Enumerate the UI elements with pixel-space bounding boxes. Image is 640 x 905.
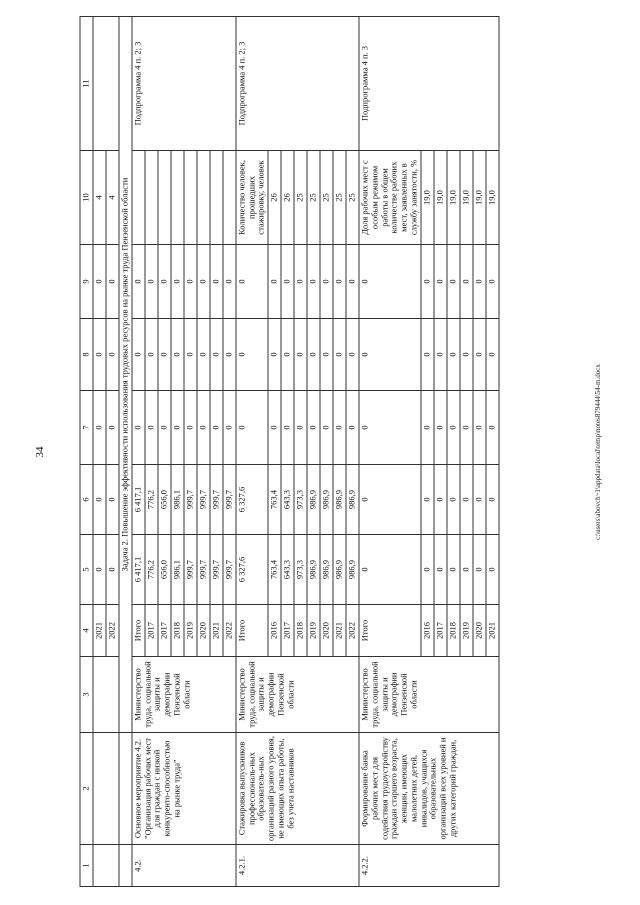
year-cell: 2018	[447, 605, 460, 657]
value-cell: 0	[281, 319, 294, 391]
value-cell: 0	[184, 391, 197, 465]
value-cell: 0	[307, 245, 320, 319]
indicator-value: 25	[333, 151, 346, 245]
value-cell: 0	[447, 465, 460, 535]
value-cell: 986,1	[171, 465, 184, 535]
empty-cell	[93, 845, 119, 887]
indicator-value	[145, 151, 158, 245]
value-cell: 986,1	[171, 535, 184, 605]
value-cell: 4	[106, 151, 119, 245]
value-cell: 0	[320, 391, 333, 465]
value-cell: 0	[184, 245, 197, 319]
value-cell: 0	[434, 245, 447, 319]
value-cell: 0	[434, 465, 447, 535]
value-cell: 986,9	[307, 465, 320, 535]
value-cell: 0	[359, 391, 421, 465]
column-number: 1	[80, 845, 93, 887]
year-cell: 2022	[346, 605, 359, 657]
value-cell: 0	[486, 391, 499, 465]
indicator-value	[171, 151, 184, 245]
value-cell: 0	[145, 319, 158, 391]
value-cell: 0	[473, 319, 486, 391]
value-cell: 0	[223, 245, 236, 319]
value-cell: 0	[281, 391, 294, 465]
value-cell: 0	[320, 319, 333, 391]
indicator-value	[158, 151, 171, 245]
value-cell: 986,9	[320, 535, 333, 605]
indicator-cell: Доля рабочих мест с особым режимом работы в общем количестве рабочих мест, заявленных в службу занятости, %	[359, 151, 421, 245]
item-number: 4.2.	[132, 845, 236, 887]
column-number: 6	[80, 465, 93, 535]
value-cell: 656,0	[158, 465, 171, 535]
year-cell: 2022	[106, 605, 119, 657]
indicator-cell: Количество человек, прошедших стажировку, человек	[236, 151, 268, 245]
value-cell: 0	[210, 391, 223, 465]
value-cell: 986,9	[307, 535, 320, 605]
column-number: 9	[80, 245, 93, 319]
year-cell: 2017	[158, 605, 171, 657]
footer-file-path: c:\users\abovch~1\appdata\local\temp\notes879444\54-m.docx	[594, 364, 602, 540]
value-cell: 0	[197, 245, 210, 319]
value-cell: 0	[268, 245, 281, 319]
year-cell: 2017	[434, 605, 447, 657]
value-cell: 0	[460, 465, 473, 535]
value-cell: 0	[294, 245, 307, 319]
value-cell: 0	[158, 391, 171, 465]
value-cell: 0	[421, 245, 434, 319]
value-cell: 0	[307, 319, 320, 391]
value-cell: 0	[294, 391, 307, 465]
value-cell: 0	[223, 391, 236, 465]
task-row	[119, 17, 132, 887]
value-cell: 0	[106, 465, 119, 535]
value-cell: 0	[93, 465, 106, 535]
value-cell: 0	[447, 391, 460, 465]
program-reference: Подпрограмма 4 п. 2; 3	[236, 17, 359, 151]
value-cell: 4	[93, 151, 106, 245]
value-cell: 0	[93, 245, 106, 319]
year-cell: 2020	[320, 605, 333, 657]
value-cell: 763,4	[268, 465, 281, 535]
value-cell: 0	[460, 319, 473, 391]
year-cell: 2021	[210, 605, 223, 657]
column-number: 4	[80, 605, 93, 657]
column-number: 5	[80, 535, 93, 605]
value-cell: 0	[460, 391, 473, 465]
year-cell: 2016	[268, 605, 281, 657]
indicator-value	[197, 151, 210, 245]
indicator-value: 19,0	[486, 151, 499, 245]
rotated-table-container	[80, 17, 625, 887]
value-cell: 986,9	[320, 465, 333, 535]
indicator-cell	[132, 151, 145, 245]
value-cell: 0	[421, 465, 434, 535]
value-cell: 0	[460, 535, 473, 605]
indicator-value: 26	[268, 151, 281, 245]
value-cell: 0	[346, 245, 359, 319]
value-cell: 973,3	[294, 535, 307, 605]
value-cell: 0	[93, 319, 106, 391]
year-cell: 2021	[93, 605, 106, 657]
value-cell: 0	[93, 391, 106, 465]
program-table	[80, 16, 500, 887]
value-cell: 0	[236, 245, 268, 319]
value-cell: 0	[281, 245, 294, 319]
value-cell: 0	[486, 245, 499, 319]
program-reference: Подпрограмма 4 п. 3	[359, 17, 499, 151]
table-row	[236, 17, 268, 887]
column-number: 3	[80, 657, 93, 733]
value-cell: 0	[333, 319, 346, 391]
year-cell: 2018	[171, 605, 184, 657]
item-number: 4.2.2.	[359, 845, 499, 887]
value-cell: 0	[223, 319, 236, 391]
indicator-value	[223, 151, 236, 245]
value-cell: 6 417,1	[132, 465, 145, 535]
item-executor: Министерство труда, социальной защиты и демографии Пензенской области	[236, 657, 359, 733]
item-number: 4.2.1.	[236, 845, 359, 887]
table-body	[80, 17, 499, 887]
value-cell: 0	[486, 319, 499, 391]
value-cell: 0	[421, 319, 434, 391]
year-cell: 2017	[145, 605, 158, 657]
value-cell: 763,4	[268, 535, 281, 605]
value-cell: 6 327,6	[236, 465, 268, 535]
value-cell: 999,7	[210, 535, 223, 605]
column-number: 10	[80, 151, 93, 245]
value-cell: 0	[307, 391, 320, 465]
year-cell: 2018	[294, 605, 307, 657]
indicator-value	[184, 151, 197, 245]
value-cell: 0	[197, 391, 210, 465]
value-cell: 0	[184, 319, 197, 391]
value-cell: 0	[210, 245, 223, 319]
value-cell: 0	[473, 535, 486, 605]
value-cell: 999,7	[184, 465, 197, 535]
value-cell: 0	[473, 245, 486, 319]
program-reference: Подпрограмма 4 п. 2; 3	[132, 17, 236, 151]
indicator-value: 26	[281, 151, 294, 245]
year-cell: Итого	[359, 605, 421, 657]
value-cell: 999,7	[197, 465, 210, 535]
year-cell: 2019	[307, 605, 320, 657]
value-cell: 0	[346, 391, 359, 465]
item-name: Формирование банка рабочих мест для содействия трудоустройству граждан старшего возраста, женщин, имеющих малолетних детей, инвалидов, учащихся образовательных организаций всех уровней и других категорий граждан,	[359, 733, 499, 845]
empty-cell	[93, 17, 119, 151]
value-cell: 0	[171, 319, 184, 391]
value-cell: 0	[447, 245, 460, 319]
value-cell: 0	[294, 319, 307, 391]
value-cell: 0	[359, 535, 421, 605]
year-cell: 2017	[281, 605, 294, 657]
value-cell: 0	[434, 535, 447, 605]
value-cell: 0	[106, 319, 119, 391]
value-cell: 0	[447, 535, 460, 605]
value-cell: 999,7	[197, 535, 210, 605]
year-cell: Итого	[236, 605, 268, 657]
column-number: 2	[80, 733, 93, 845]
value-cell: 0	[359, 465, 421, 535]
value-cell: 0	[93, 535, 106, 605]
value-cell: 0	[346, 319, 359, 391]
value-cell: 0	[158, 245, 171, 319]
year-cell: 2020	[197, 605, 210, 657]
column-number: 7	[80, 391, 93, 465]
column-number-row	[80, 17, 93, 887]
value-cell: 0	[447, 319, 460, 391]
value-cell: 0	[145, 245, 158, 319]
indicator-value: 25	[294, 151, 307, 245]
value-cell: 6 417,1	[132, 535, 145, 605]
year-cell: 2022	[223, 605, 236, 657]
year-cell: 2021	[486, 605, 499, 657]
column-number: 8	[80, 319, 93, 391]
value-cell: 986,9	[346, 535, 359, 605]
value-cell: 0	[236, 319, 268, 391]
value-cell: 656,0	[158, 535, 171, 605]
value-cell: 0	[158, 319, 171, 391]
indicator-value: 19,0	[460, 151, 473, 245]
value-cell: 999,7	[223, 465, 236, 535]
item-name: Основное мероприятие 4.2. "Организация рабочих мест для граждан с низкой конкуренто-способностью на рынке труда"	[132, 733, 236, 845]
value-cell: 0	[132, 245, 145, 319]
value-cell: 0	[268, 319, 281, 391]
value-cell: 6 327,6	[236, 535, 268, 605]
empty-cell	[119, 733, 132, 845]
continuation-row	[93, 17, 106, 887]
value-cell: 999,7	[210, 465, 223, 535]
page-number: 34	[34, 446, 46, 458]
value-cell: 0	[421, 391, 434, 465]
value-cell: 0	[473, 391, 486, 465]
empty-cell	[119, 845, 132, 887]
year-cell: 2021	[333, 605, 346, 657]
indicator-value: 19,0	[447, 151, 460, 245]
value-cell: 0	[145, 391, 158, 465]
value-cell: 0	[460, 245, 473, 319]
indicator-value: 25	[307, 151, 320, 245]
task-title: Задача 2. Повышение эффективности использования трудовых ресурсов на рынке труда Пензенской области	[119, 17, 132, 733]
year-cell: Итого	[132, 605, 145, 657]
value-cell: 0	[333, 245, 346, 319]
value-cell: 0	[197, 319, 210, 391]
year-cell: 2019	[460, 605, 473, 657]
value-cell: 776,2	[145, 465, 158, 535]
value-cell: 0	[320, 245, 333, 319]
value-cell: 0	[359, 319, 421, 391]
indicator-value: 19,0	[421, 151, 434, 245]
empty-cell	[93, 733, 119, 845]
value-cell: 999,7	[184, 535, 197, 605]
indicator-value: 25	[320, 151, 333, 245]
indicator-value: 25	[346, 151, 359, 245]
value-cell: 0	[434, 319, 447, 391]
column-number: 11	[80, 17, 93, 151]
year-cell: 2016	[421, 605, 434, 657]
value-cell: 0	[486, 465, 499, 535]
value-cell: 643,3	[281, 465, 294, 535]
value-cell: 0	[236, 391, 268, 465]
empty-cell	[93, 657, 119, 733]
value-cell: 0	[106, 535, 119, 605]
value-cell: 776,2	[145, 535, 158, 605]
value-cell: 0	[473, 465, 486, 535]
value-cell: 0	[106, 245, 119, 319]
item-executor: Министерство труда, социальной защиты и демографии Пензенской области	[132, 657, 236, 733]
value-cell: 0	[421, 535, 434, 605]
value-cell: 986,9	[333, 465, 346, 535]
table-row	[132, 17, 145, 887]
item-executor: Министерство труда, социальной защиты и демографии Пензенской области	[359, 657, 499, 733]
item-name: Стажировка выпускников профессиональ-ных образователь-ных организаций разного уровня, не имеющих опыта работы, без учета наставников	[236, 733, 359, 845]
value-cell: 0	[171, 245, 184, 319]
year-cell: 2019	[184, 605, 197, 657]
value-cell: 0	[106, 391, 119, 465]
value-cell: 0	[210, 319, 223, 391]
value-cell: 986,9	[346, 465, 359, 535]
value-cell: 0	[132, 391, 145, 465]
value-cell: 973,3	[294, 465, 307, 535]
value-cell: 0	[333, 391, 346, 465]
indicator-value: 19,0	[434, 151, 447, 245]
value-cell: 0	[434, 391, 447, 465]
indicator-value: 19,0	[473, 151, 486, 245]
year-cell: 2020	[473, 605, 486, 657]
value-cell: 0	[268, 391, 281, 465]
value-cell: 0	[486, 535, 499, 605]
value-cell: 0	[359, 245, 421, 319]
value-cell: 0	[132, 319, 145, 391]
value-cell: 643,3	[281, 535, 294, 605]
indicator-value	[210, 151, 223, 245]
value-cell: 986,9	[333, 535, 346, 605]
table-row	[359, 17, 421, 887]
value-cell: 999,7	[223, 535, 236, 605]
value-cell: 0	[171, 391, 184, 465]
